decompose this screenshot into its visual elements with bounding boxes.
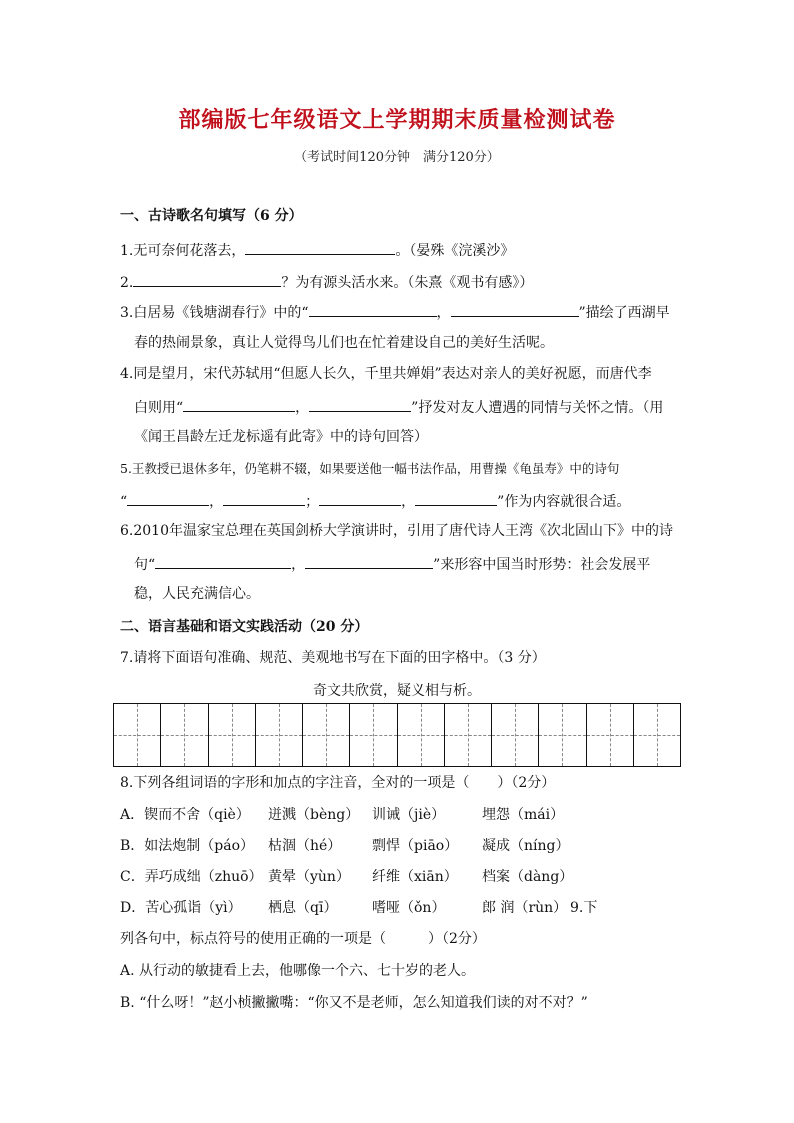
grid-guide-horizontal (303, 735, 349, 736)
copy-sentence: 奇文共欣赏，疑义相与析。 (313, 683, 481, 699)
grid-cell[interactable] (587, 704, 634, 766)
question-2: 2. ？为有源头活水来。（朱熹《观书有感》） (120, 272, 533, 292)
exam-info: （考试时间120分钟 满分120分） (294, 150, 500, 165)
grid-cell[interactable] (445, 704, 492, 766)
section2-heading: 二、语言基础和语文实践活动（20 分） (120, 619, 369, 635)
grid-cell[interactable] (634, 704, 680, 766)
answer-blank[interactable] (309, 397, 411, 412)
question-8-option-b[interactable]: B．如法炮制（páo） 枯涸（hé） 剽悍（piāo） 凝成（níng） (120, 838, 570, 854)
grid-cell[interactable] (161, 704, 208, 766)
grid-cell[interactable] (256, 704, 303, 766)
question-9-option-a[interactable]: A. 从行动的敏捷看上去，他哪像一个六、七十岁的老人。 (120, 963, 476, 979)
grid-cell[interactable] (350, 704, 397, 766)
answer-blank[interactable] (127, 491, 209, 506)
grid-cell[interactable] (209, 704, 256, 766)
question-7: 7.请将下面语句准确、规范、美观地书写在下面的田字格中。（3 分） (120, 650, 546, 666)
page-title: 部编版七年级语文上学期期末质量检测试卷 (178, 107, 616, 133)
grid-guide-horizontal (492, 735, 538, 736)
grid-guide-horizontal (398, 735, 444, 736)
question-3: 3.白居易《钱塘湖春行》中的“ ， ”描绘了西湖早 (120, 302, 670, 322)
grid-cell[interactable] (398, 704, 445, 766)
grid-cell[interactable] (492, 704, 539, 766)
question-9-option-b[interactable]: B. “什么呀！”赵小桢撇撇嘴：“你又不是老师，怎么知道我们读的对不对？” (120, 995, 588, 1011)
grid-guide-horizontal (445, 735, 491, 736)
question-9-stem: 列各句中，标点符号的使用正确的一项是（ ）（2分） (120, 931, 486, 947)
question-3-cont: 春的热闹景象，真让人觉得鸟儿们也在忙着建设自己的美好生活呢。 (134, 335, 554, 351)
grid-guide-horizontal (161, 735, 207, 736)
grid-guide-horizontal (587, 735, 633, 736)
section1-heading: 一、古诗歌名句填写（6 分） (120, 208, 303, 224)
answer-blank[interactable] (309, 302, 437, 317)
answer-blank[interactable] (415, 491, 497, 506)
question-8-option-a[interactable]: A．锲而不舍（qiè） 迸溅（bèng） 训诫（jiè） 埋怨（mái） (120, 807, 565, 823)
answer-blank[interactable] (451, 302, 579, 317)
answer-blank[interactable] (155, 554, 291, 569)
grid-cell[interactable] (114, 704, 161, 766)
question-4: 4.同是望月，宋代苏轼用“但愿人长久，千里共婵娟”表达对亲人的美好祝愿，而唐代李 (120, 366, 652, 382)
tianzige-grid[interactable] (113, 703, 681, 767)
grid-cell[interactable] (303, 704, 350, 766)
grid-cell[interactable] (539, 704, 586, 766)
question-5-cont: “ ， ； ， ”作为内容就很合适。 (120, 491, 630, 511)
question-6: 6.2010年温家宝总理在英国剑桥大学演讲时，引用了唐代诗人王湾《次北固山下》中的诗 (120, 523, 673, 539)
grid-guide-horizontal (256, 735, 302, 736)
grid-guide-horizontal (634, 735, 680, 736)
question-4-source: 《闻王昌龄左迁龙标遥有此寄》中的诗句回答） (134, 429, 428, 445)
answer-blank[interactable] (223, 491, 305, 506)
grid-guide-horizontal (209, 735, 255, 736)
answer-blank[interactable] (305, 554, 433, 569)
question-6-end: 稳，人民充满信心。 (134, 586, 260, 602)
question-8-option-d[interactable]: D．苦心孤诣（yì） 栖息（qī） 嗜哑（ǒn） 郎 润（rùn） 9.下 (120, 900, 598, 916)
grid-guide-horizontal (539, 735, 585, 736)
answer-blank[interactable] (245, 240, 395, 255)
answer-blank[interactable] (319, 491, 401, 506)
answer-blank[interactable] (133, 272, 281, 287)
question-8-stem: 8.下列各组词语的字形和加点的字注音，全对的一项是（ ）（2分） (120, 775, 556, 791)
grid-guide-horizontal (114, 735, 160, 736)
grid-guide-horizontal (350, 735, 396, 736)
question-5: 5.王教授已退休多年，仍笔耕不辍，如果要送他一幅书法作品，用曹操《龟虽寿》中的诗句 (120, 461, 620, 476)
question-6-cont: 句“ ， ”来形容中国当时形势：社会发展平 (134, 554, 650, 574)
question-4-cont: 白则用“ ， ”抒发对友人遭遇的同情与关怀之情。（用 (134, 397, 663, 417)
question-8-option-c[interactable]: C．弄巧成绌（zhuō） 黄晕（yùn） 纤维（xiān） 档案（dàng） (120, 869, 574, 885)
question-1: 1.无可奈何花落去， 。（晏殊《浣溪沙》 (120, 240, 514, 260)
answer-blank[interactable] (183, 397, 295, 412)
